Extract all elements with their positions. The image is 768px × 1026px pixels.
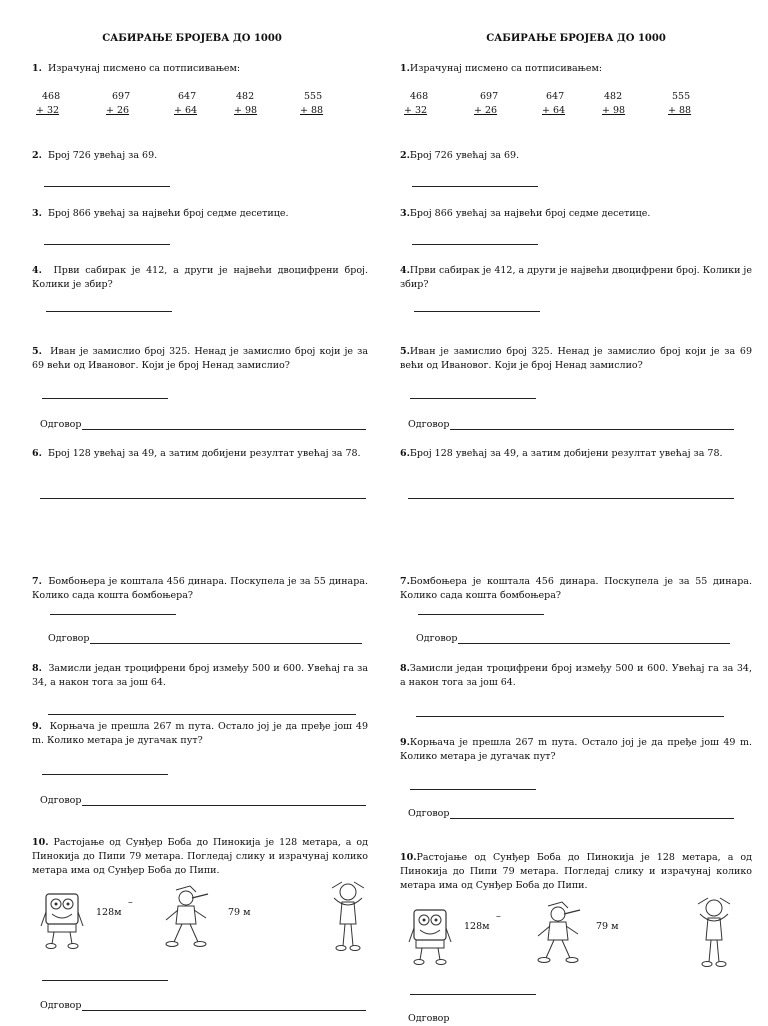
- q7-text: 7. Бомбоњера је коштала 456 динара. Поскупела је за 55 динара. Колико сада кошта бомбоњера?: [32, 576, 368, 601]
- q9-text: 9.Корњача је прешла 267 m пута. Остало јој је да пређе још 49 m. Колико метара је дугачак пут?: [400, 737, 752, 762]
- q1-text: 1.Израчунај писмено са потписивањем:: [400, 63, 603, 74]
- sum-5: 555 + 88: [668, 91, 692, 116]
- q3-text: 3.Број 866 увећај за највећи број седме десетице.: [400, 208, 651, 219]
- answer-label: Одговор: [40, 1000, 82, 1011]
- answer-line[interactable]: [42, 774, 168, 775]
- page-title: САБИРАЊЕ БРОЈЕВА ДО 1000: [102, 33, 282, 44]
- sum-4: 482 + 98: [234, 91, 258, 116]
- answer-label: Одговор: [408, 1013, 450, 1024]
- distance-label-2: 79 м: [228, 907, 251, 918]
- pippi-icon: [694, 894, 734, 970]
- answer-line[interactable]: [44, 186, 170, 187]
- answer-label: Одговор: [40, 795, 82, 806]
- distance-label-2: 79 м: [596, 921, 619, 932]
- answer-line[interactable]: [408, 498, 734, 499]
- answer-line[interactable]: [412, 244, 538, 245]
- answer-line[interactable]: [410, 994, 536, 995]
- spongebob-icon: [40, 890, 84, 950]
- sum-2: 697 + 26: [106, 91, 131, 116]
- q5-text: 5.Иван је замислио број 325. Ненад је замислио број који је за 69 већи од Ивановог. Који је број Ненад замислио?: [400, 346, 752, 371]
- answer-line[interactable]: [40, 498, 366, 499]
- q9-text: 9. Корњача је прешла 267 m пута. Остало јој је да пређе још 49 m. Колико метара је дугачак пут?: [32, 721, 368, 746]
- q8-text: 8. Замисли један троцифрени број између 500 и 600. Увећај га за 34, а након тога за још 64.: [32, 663, 369, 688]
- q2-text: 2. Број 726 увећај за 69.: [32, 150, 158, 161]
- answer-line[interactable]: [416, 716, 724, 717]
- sum-3: 647 + 64: [542, 91, 566, 116]
- pippi-icon: [328, 878, 368, 954]
- answer-line[interactable]: [410, 398, 536, 399]
- sum-3: 647 + 64: [174, 91, 198, 116]
- answer-line[interactable]: [82, 1010, 366, 1011]
- q4-text: 4.Први сабирак је 412, а други је највећи двоцифрени број. Колики је збир?: [400, 265, 752, 290]
- q6-text: 6.Број 128 увећај за 49, а затим добијени резултат увећај за 78.: [400, 448, 723, 459]
- answer-line[interactable]: [44, 244, 170, 245]
- q10-text: 10.Растојање од Сунђер Боба до Пинокија је 128 метара, а од Пинокија до Пипи 79 метара. Погледај слику и израчунај колико метара има од Сунђер Боба до Пипи.: [400, 852, 752, 891]
- worksheet-left: [0, 0, 384, 1024]
- answer-line[interactable]: [48, 714, 356, 715]
- sum-1: 468 + 32: [36, 91, 61, 116]
- answer-line[interactable]: [50, 614, 176, 615]
- worksheet-right: [384, 0, 768, 1024]
- sum-5: 555 + 88: [300, 91, 324, 116]
- pinocchio-icon: [532, 900, 588, 966]
- sum-1: 468 + 32: [404, 91, 429, 116]
- answer-line[interactable]: [450, 818, 734, 819]
- answer-line[interactable]: [418, 614, 544, 615]
- q8-text: 8.Замисли један троцифрени број између 500 и 600. Увећај га за 34, а након тога за још 64.: [400, 663, 752, 688]
- distance-label-1: 128м: [464, 921, 490, 932]
- answer-label: Одговор: [40, 419, 82, 430]
- q1-text: 1. Израчунај писмено са потписивањем:: [32, 63, 241, 74]
- q7-text: 7.Бомбоњера је коштала 456 динара. Поскупела је за 55 динара. Колико сада кошта бомбоњера?: [400, 576, 752, 601]
- q3-text: 3. Број 866 увећај за највећи број седме десетице.: [32, 208, 289, 219]
- answer-line[interactable]: [42, 980, 168, 981]
- page-title: САБИРАЊЕ БРОЈЕВА ДО 1000: [486, 33, 666, 44]
- dash: –: [496, 911, 501, 922]
- q5-text: 5. Иван је замислио број 325. Ненад је замислио број који је за 69 већи од Ивановог. Који је број Ненад замислио?: [32, 346, 368, 371]
- answer-label: Одговор: [408, 419, 450, 430]
- distance-label-1: 128м: [96, 907, 122, 918]
- q10-text: 10. Растојање од Сунђер Боба до Пинокија је 128 метара, а од Пинокија до Пипи 79 метара. Погледај слику и израчунај колико метара има од Сунђер Боба до Пипи.: [32, 837, 368, 876]
- answer-label: Одговор: [408, 808, 450, 819]
- answer-label: Одговор: [48, 633, 90, 644]
- answer-line[interactable]: [414, 311, 540, 312]
- pinocchio-icon: [160, 884, 216, 950]
- q4-text: 4. Први сабирак је 412, а други је највећи двоцифрени број. Колики је збир?: [32, 265, 369, 290]
- answer-line[interactable]: [412, 186, 538, 187]
- dash: –: [128, 897, 133, 908]
- answer-line[interactable]: [42, 398, 168, 399]
- answer-line[interactable]: [46, 311, 172, 312]
- q6-text: 6. Број 128 увећај за 49, а затим добијени резултат увећај за 78.: [32, 448, 361, 459]
- answer-line[interactable]: [90, 643, 362, 644]
- sum-4: 482 + 98: [602, 91, 626, 116]
- answer-line[interactable]: [82, 805, 366, 806]
- answer-line[interactable]: [82, 429, 366, 430]
- sum-2: 697 + 26: [474, 91, 499, 116]
- answer-line[interactable]: [410, 789, 536, 790]
- answer-line[interactable]: [458, 643, 730, 644]
- answer-line[interactable]: [450, 429, 734, 430]
- answer-label: Одговор: [416, 633, 458, 644]
- q2-text: 2.Број 726 увећај за 69.: [400, 150, 520, 161]
- spongebob-icon: [408, 906, 452, 966]
